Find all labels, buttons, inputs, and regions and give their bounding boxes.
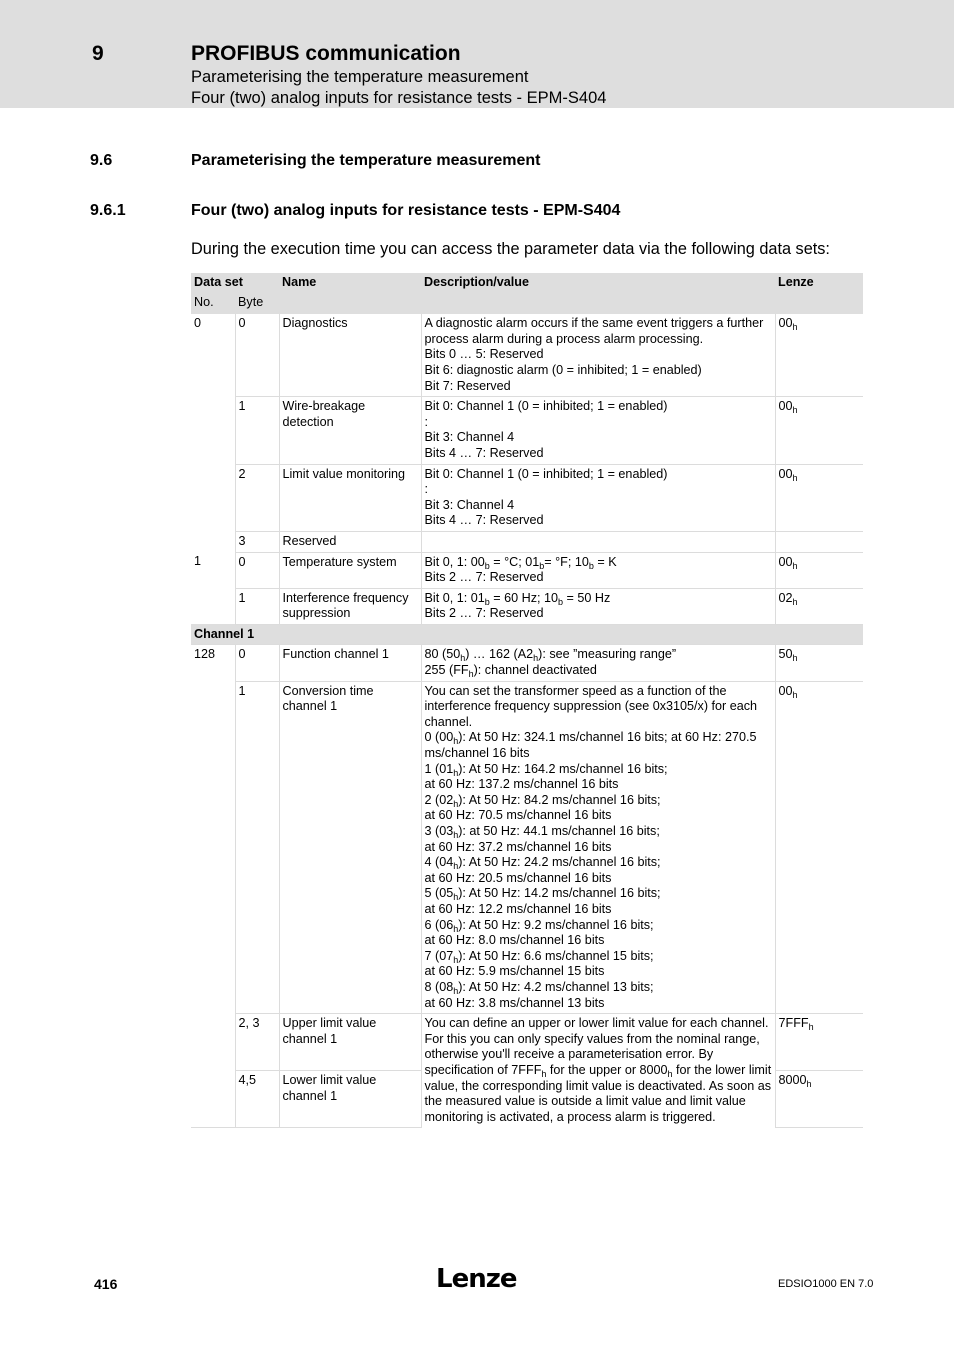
table-row bbox=[191, 1014, 863, 1071]
cell-name: Wire-breakage detection bbox=[279, 397, 421, 464]
cell-description bbox=[421, 397, 775, 464]
cell-lenze: $00_h$ bbox=[775, 314, 863, 396]
description-line: Bit 7: Reserved bbox=[424, 378, 511, 393]
description-line: Bits 2 … 7: Reserved bbox=[424, 570, 544, 585]
header-name: Name bbox=[279, 273, 421, 314]
chapter-title: PROFIBUS communication bbox=[191, 42, 461, 65]
cell-lenze: $00_h$ bbox=[775, 681, 863, 1013]
header-description: Description/value bbox=[421, 273, 775, 314]
cell-lenze: $8000_h$ bbox=[775, 1070, 863, 1127]
cell-name: Upper limit value channel 1 bbox=[279, 1014, 421, 1071]
description-line: at 60 Hz: 3.8 ms/channel 13 bits bbox=[424, 995, 605, 1010]
cell-description bbox=[421, 645, 775, 681]
description-line: at 60 Hz: 20.5 ms/channel 16 bits bbox=[424, 870, 612, 885]
cell-no: 0 bbox=[194, 316, 202, 331]
cell-no: 128 bbox=[194, 647, 216, 662]
table-row bbox=[191, 681, 863, 1013]
document-reference: EDSIO1000 EN 7.0 bbox=[778, 1278, 874, 1290]
cell-lenze: $00_h$ bbox=[775, 464, 863, 531]
cell-name: Function channel 1 bbox=[279, 645, 421, 681]
cell-name: Lower limit value channel 1 bbox=[279, 1070, 421, 1127]
description-line: Bits 4 … 7: Reserved bbox=[424, 445, 544, 460]
description-line: at 60 Hz: 37.2 ms/channel 16 bits bbox=[424, 839, 612, 854]
cell-lenze bbox=[775, 531, 863, 552]
cell-byte: 1 bbox=[235, 681, 279, 1013]
parameter-table bbox=[191, 273, 863, 1128]
header-byte: Byte bbox=[235, 293, 279, 315]
description-line: 4 $(04_h)$: At 50 Hz: 24.2 ms/channel 16 bits; bbox=[424, 855, 661, 872]
header-no: No. bbox=[191, 293, 235, 315]
cell-description bbox=[421, 1014, 775, 1128]
description-line: 5 $(05_h)$: At 50 Hz: 14.2 ms/channel 16 bits; bbox=[424, 886, 661, 903]
cell-name: Temperature system bbox=[279, 552, 421, 588]
cell-description bbox=[421, 588, 775, 624]
page-number: 416 bbox=[94, 1276, 118, 1292]
description-line: 3 $(03_h)$: at 50 Hz: 44.1 ms/channel 16 bits; bbox=[424, 824, 660, 840]
cell-no bbox=[191, 1070, 235, 1127]
header-lenze: Lenze bbox=[775, 273, 863, 314]
cell-byte: 1 bbox=[235, 588, 279, 624]
header-subtitle-2: Four (two) analog inputs for resistance tests - EPM-S404 bbox=[191, 89, 607, 107]
cell-no bbox=[191, 464, 235, 531]
cell-name: Interference frequency suppression bbox=[279, 588, 421, 624]
cell-no bbox=[191, 681, 235, 1013]
cell-lenze: $50_h$ bbox=[775, 645, 863, 681]
cell-lenze: $00_h$ bbox=[775, 397, 863, 464]
cell-byte: 0 bbox=[235, 645, 279, 681]
cell-lenze: $00_h$ bbox=[775, 552, 863, 588]
cell-byte: 2 bbox=[235, 464, 279, 531]
description-line: Bit 3: Channel 4 bbox=[424, 430, 515, 445]
description-line: Bit 3: Channel 4 bbox=[424, 497, 515, 512]
cell-description bbox=[421, 314, 775, 396]
cell-byte: 0 bbox=[235, 314, 279, 396]
description-line: Bit 0, 1: $01_b = 60$ Hz; $10_b = 50$ Hz bbox=[424, 590, 611, 607]
table-row bbox=[191, 531, 863, 552]
cell-name: Limit value monitoring bbox=[279, 464, 421, 531]
description-line: You can set the transformer speed as a function of the interference frequency suppression (see 0x3105/x) for each channel. bbox=[424, 683, 758, 729]
cell-no bbox=[191, 531, 235, 552]
cell-no: 1 bbox=[194, 554, 202, 568]
description-line: 1 $(01_h)$: At 50 Hz: 164.2 ms/channel 16 bits; bbox=[424, 761, 668, 778]
lenze-logo: Lenze bbox=[436, 1264, 517, 1294]
section-title: Parameterising the temperature measurement bbox=[191, 152, 541, 169]
cell-byte: 3 bbox=[235, 531, 279, 552]
description-line: 2 $(02_h)$: At 50 Hz: 84.2 ms/channel 16 bits; bbox=[424, 792, 661, 809]
cell-no bbox=[191, 588, 235, 624]
cell-byte: 2, 3 bbox=[235, 1014, 279, 1071]
table-row bbox=[191, 588, 863, 624]
header-subtitle-1: Parameterising the temperature measurement bbox=[191, 68, 529, 86]
table-row bbox=[191, 552, 863, 588]
description-line: at 60 Hz: 8.0 ms/channel 16 bits bbox=[424, 933, 605, 948]
description-line: A diagnostic alarm occurs if the same event triggers a further process alarm during a process alarm processing. bbox=[424, 316, 764, 346]
header-data-set: Data set bbox=[191, 273, 279, 293]
description-line: Bits 4 … 7: Reserved bbox=[424, 513, 544, 528]
description-line: Bits 2 … 7: Reserved bbox=[424, 606, 544, 621]
cell-name: Diagnostics bbox=[279, 314, 421, 396]
cell-byte: 4,5 bbox=[235, 1070, 279, 1127]
table-body bbox=[191, 314, 863, 1127]
cell-byte: 0 bbox=[235, 552, 279, 588]
cell-description bbox=[421, 552, 775, 588]
section-number: 9.6 bbox=[90, 152, 113, 169]
cell-name: Conversion time channel 1 bbox=[279, 681, 421, 1013]
cell-lenze: $7FFF_h$ bbox=[775, 1014, 863, 1071]
chapter-number: 9 bbox=[92, 42, 104, 65]
description-line: Bit 0: Channel 1 (0 = inhibited; 1 = enabled) bbox=[424, 466, 668, 481]
page-header bbox=[0, 0, 954, 108]
table-row bbox=[191, 314, 863, 396]
description-line: Bits 0 … 5: Reserved bbox=[424, 347, 544, 362]
cell-description bbox=[421, 531, 775, 552]
cell-no bbox=[191, 397, 235, 464]
description-line: 7 $(07_h)$: At 50 Hz: 6.6 ms/channel 15 bits; bbox=[424, 948, 654, 965]
description-line: 6 $(06_h)$: At 50 Hz: 9.2 ms/channel 16 bits; bbox=[424, 917, 654, 934]
description-line: : bbox=[424, 414, 428, 429]
cell-no bbox=[191, 1014, 235, 1071]
description-line: at 60 Hz: 137.2 ms/channel 16 bits bbox=[424, 777, 619, 792]
description-line: at 60 Hz: 12.2 ms/channel 16 bits bbox=[424, 901, 612, 916]
table-row bbox=[191, 397, 863, 464]
cell-byte: 1 bbox=[235, 397, 279, 464]
subsection-title: Four (two) analog inputs for resistance tests - EPM-S404 bbox=[191, 202, 621, 219]
description-line: 80 $(50_h)$ … 162 $(A2_h)$: see ”measuring range” bbox=[424, 647, 677, 664]
table-row bbox=[191, 645, 863, 681]
description-line: Bit 0, 1: $00_b = ^\circ C$; $01_b= ^\circ F$; $10_b = K$ bbox=[424, 554, 617, 571]
description-line: at 60 Hz: 70.5 ms/channel 16 bits bbox=[424, 808, 612, 823]
description-line: at 60 Hz: 5.9 ms/channel 15 bits bbox=[424, 964, 605, 979]
cell-description bbox=[421, 464, 775, 531]
description-line: Bit 6: diagnostic alarm (0 = inhibited; 1 = enabled) bbox=[424, 362, 702, 377]
description-line: : bbox=[424, 482, 428, 497]
intro-text: During the execution time you can access the parameter data via the following data sets: bbox=[191, 240, 830, 258]
description-line: Bit 0: Channel 1 (0 = inhibited; 1 = enabled) bbox=[424, 399, 668, 414]
description-line: 255 $(FF_h)$: channel deactivated bbox=[424, 663, 597, 680]
subsection-number: 9.6.1 bbox=[90, 202, 126, 219]
description-line: 0 $(00_h)$: At 50 Hz: 324.1 ms/channel 16 bits; at 60 Hz: 270.5 ms/channel 16 bits bbox=[424, 730, 757, 761]
description-line: You can define an upper or lower limit value for each channel. For this you can only specify values from the nominal range, otherwise you'll receive a parameterisation error. By specification of $7FFF_h$ for the upper or $8000_h$ for the lower limit value, the corresponding limit value is deactivated. As soon as the measured value is outside a limit value and limit value monitoring is activated, a process alarm is triggered. bbox=[424, 1016, 772, 1124]
channel-1-label: Channel 1 bbox=[191, 624, 863, 645]
cell-lenze: $02_h$ bbox=[775, 588, 863, 624]
cell-name: Reserved bbox=[279, 531, 421, 552]
cell-description bbox=[421, 681, 775, 1013]
description-line: 8 $(08_h)$: At 50 Hz: 4.2 ms/channel 13 bits; bbox=[424, 979, 654, 996]
table-row bbox=[191, 464, 863, 531]
